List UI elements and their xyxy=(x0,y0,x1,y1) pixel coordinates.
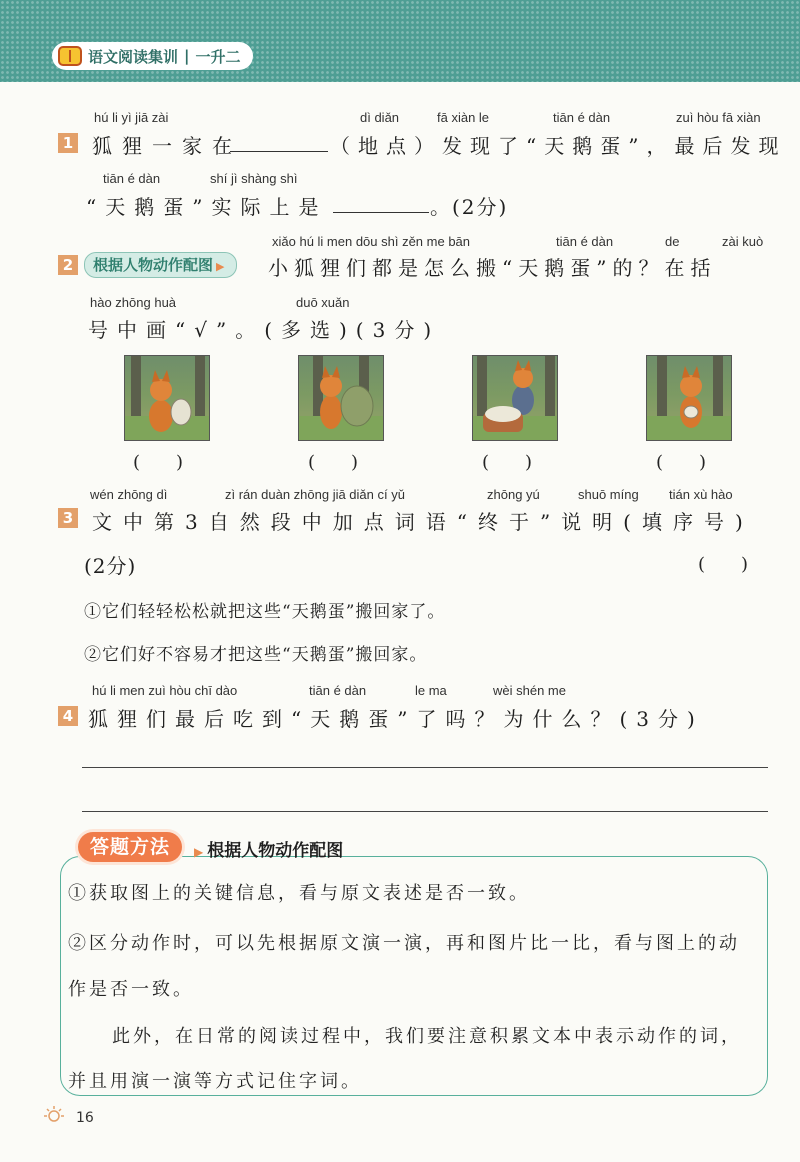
question-2-text-b: 号中画“√”。(多选)(3分) xyxy=(88,318,441,342)
question-number-3: 3 xyxy=(58,508,78,528)
pinyin: zài kuò xyxy=(722,234,764,249)
question-4-text: 狐狸们最后吃到“天鹅蛋”了吗？为什么？(3分) xyxy=(88,707,704,731)
question-1-text-b: （地点）发现了“天鹅蛋”，最后发现 xyxy=(330,134,787,158)
pinyin: tiān é dàn xyxy=(556,234,614,249)
pinyin: hào zhōng huà xyxy=(90,295,177,310)
triangle-icon: ▶ xyxy=(216,260,225,273)
option-2: ②它们好不容易才把这些“天鹅蛋”搬回家。 xyxy=(84,645,428,665)
answer-line-2[interactable] xyxy=(82,811,768,812)
page-number: 16 xyxy=(76,1110,94,1126)
pinyin: de xyxy=(665,234,680,249)
answer-paren-q3[interactable]: ( ) xyxy=(698,554,749,575)
fox-picture-4 xyxy=(646,355,732,441)
pinyin: zuì hòu fā xiàn xyxy=(676,110,761,125)
method-point-2-cont: 作是否一致。 xyxy=(68,979,194,1000)
fox-picture-3 xyxy=(472,355,558,441)
pinyin: hú li yì jiā zài xyxy=(94,110,169,125)
fox-picture-2 xyxy=(298,355,384,441)
method-extra-2: 并且用演一演等方式记住字词。 xyxy=(68,1071,362,1092)
question-number-1: 1 xyxy=(58,133,78,153)
pinyin: duō xuǎn xyxy=(296,295,350,310)
method-point-1: ①获取图上的关键信息，看与原文表述是否一致。 xyxy=(68,883,530,904)
option-1: ①它们轻轻松松就把这些“天鹅蛋”搬回家了。 xyxy=(84,602,446,622)
pinyin: le ma xyxy=(415,683,447,698)
question-1-text-c: “天鹅蛋”实际上是 xyxy=(86,195,328,219)
method-tag xyxy=(84,252,237,278)
question-number-2: 2 xyxy=(58,255,78,275)
question-2-text-a: 小狐狸们都是怎么搬“天鹅蛋”的？在括 xyxy=(268,256,717,280)
pinyin: zì rán duàn zhōng jiā diǎn cí yǔ xyxy=(225,487,405,502)
pinyin: tiān é dàn xyxy=(309,683,367,698)
pinyin: zhōng yú xyxy=(487,487,540,502)
method-title xyxy=(194,836,343,861)
pinyin: shuō míng xyxy=(578,487,639,502)
answer-line-1[interactable] xyxy=(82,767,768,768)
triangle-icon: ▶ xyxy=(194,845,204,859)
question-1-score: 。(2分) xyxy=(430,195,509,219)
question-3-text: 文中第3自然段中加点词语“终于”说明(填序号) xyxy=(92,510,754,534)
pinyin: tiān é dàn xyxy=(103,171,161,186)
method-tag-label: 根据人物动作配图 xyxy=(93,256,214,274)
choice-paren-2[interactable]: ( ) xyxy=(308,452,359,473)
method-title-text: 根据人物动作配图 xyxy=(207,841,344,861)
answer-blank-location[interactable] xyxy=(230,137,328,152)
choice-paren-1[interactable]: ( ) xyxy=(133,452,184,473)
choice-paren-4[interactable]: ( ) xyxy=(656,452,707,473)
fox-icon xyxy=(647,356,732,441)
series-header xyxy=(52,42,253,70)
method-label: 答题方法 xyxy=(78,832,182,862)
pinyin: tián xù hào xyxy=(669,487,733,502)
pinyin: dì diǎn xyxy=(360,110,400,125)
pinyin: fā xiàn le xyxy=(437,110,490,125)
fox-icon xyxy=(473,356,558,441)
grade-label: 一升二 xyxy=(195,47,241,66)
pinyin: tiān é dàn xyxy=(553,110,611,125)
choice-paren-3[interactable]: ( ) xyxy=(482,452,533,473)
pinyin: wén zhōng dì xyxy=(90,487,168,502)
sun-icon xyxy=(40,1104,70,1126)
fox-picture-1 xyxy=(124,355,210,441)
pinyin: shí jì shàng shì xyxy=(210,171,298,186)
pinyin: wèi shén me xyxy=(493,683,566,698)
fox-icon xyxy=(299,356,384,441)
header-separator: | xyxy=(184,47,190,65)
question-1-text-a: 狐狸一家在 xyxy=(92,134,242,158)
book-icon xyxy=(58,46,82,66)
question-number-4: 4 xyxy=(58,706,78,726)
fox-icon xyxy=(125,356,210,441)
method-point-2: ②区分动作时，可以先根据原文演一演，再和图片比一比，看与图上的动 xyxy=(68,933,740,954)
series-title: 语文阅读集训 xyxy=(88,47,179,66)
pinyin: xiǎo hú li men dōu shì zěn me bān xyxy=(272,234,471,249)
method-extra-1: 此外，在日常的阅读过程中，我们要注意积累文本中表示动作的词， xyxy=(112,1026,742,1047)
pinyin: hú li men zuì hòu chī dào xyxy=(92,683,238,698)
question-3-score: (2分) xyxy=(84,554,137,578)
answer-blank-egg[interactable] xyxy=(333,198,429,213)
